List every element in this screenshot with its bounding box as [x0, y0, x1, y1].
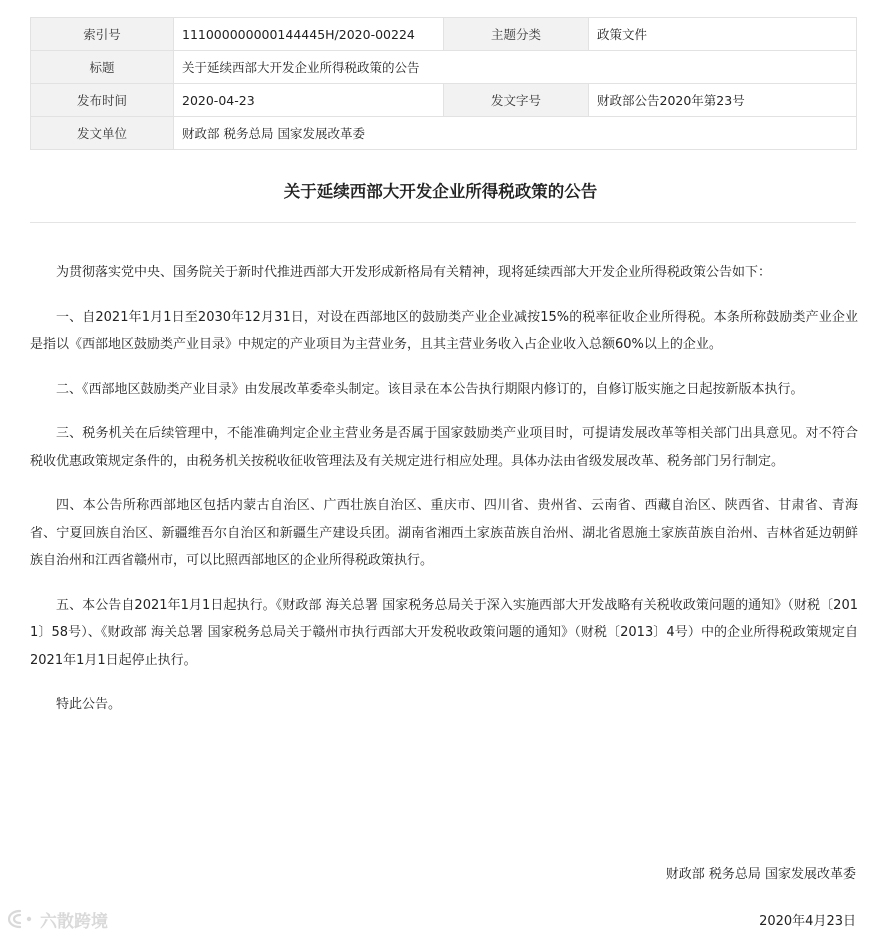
watermark-logo-icon — [5, 907, 35, 931]
date-label: 发布时间 — [31, 84, 174, 117]
meta-row-index — [31, 18, 857, 51]
title-value: 关于延续西部大开发企业所得税政策的公告 — [174, 51, 857, 84]
document-title: 关于延续西部大开发企业所得税政策的公告 — [283, 182, 598, 201]
document-metadata-table — [30, 17, 857, 150]
title-divider — [30, 222, 856, 223]
paragraph-closing: 特此公告。 — [56, 697, 122, 712]
index-value: 111000000000144445H/2020-00224 — [174, 18, 444, 51]
meta-row-title — [31, 51, 857, 84]
meta-row-issuer — [31, 117, 857, 150]
issuer-value: 财政部 税务总局 国家发展改革委 — [174, 117, 857, 150]
paragraph-article-4: 四、本公告所称西部地区包括内蒙古自治区、广西壮族自治区、重庆市、四川省、贵州省、云南省、西藏自治区、陕西省、甘肃省、青海省、宁夏回族自治区、新疆维吾尔自治区和新疆生产建设兵团。湖南省湘西土家族苗族自治州、湖北省恩施土家族苗族自治州、吉林省延边朝鲜族自治州和江西省赣州市，可以比照西部地区的企业所得税政策执行。 — [30, 498, 858, 568]
issuer-label: 发文单位 — [31, 117, 174, 150]
topic-value: 政策文件 — [589, 18, 857, 51]
signature-date: 2020年4月23日 — [759, 914, 856, 929]
index-label: 索引号 — [31, 18, 174, 51]
meta-row-date — [31, 84, 857, 117]
paragraph-article-3: 三、税务机关在后续管理中，不能准确判定企业主营业务是否属于国家鼓励类产业项目时，可提请发展改革等相关部门出具意见。对不符合税收优惠政策规定条件的，由税务机关按税收征收管理法及有关规定进行相应处理。具体办法由省级发展改革、税务部门另行制定。 — [30, 426, 858, 469]
document-body — [30, 259, 858, 736]
topic-label: 主题分类 — [444, 18, 589, 51]
paragraph-intro: 为贯彻落实党中央、国务院关于新时代推进西部大开发形成新格局有关精神，现将延续西部大开发企业所得税政策公告如下： — [56, 265, 772, 280]
date-value: 2020-04-23 — [174, 84, 444, 117]
docno-label: 发文字号 — [444, 84, 589, 117]
paragraph-article-2: 二、《西部地区鼓励类产业目录》由发展改革委牵头制定。该目录在本公告执行期限内修订的，自修订版实施之日起按新版本执行。 — [56, 381, 804, 397]
watermark-text: 六散跨境 — [40, 911, 108, 932]
watermark — [5, 906, 125, 932]
docno-value: 财政部公告2020年第23号 — [589, 84, 857, 117]
title-label: 标题 — [31, 51, 174, 84]
signature: 财政部 税务总局 国家发展改革委 — [665, 867, 856, 882]
paragraph-article-1: 一、自2021年1月1日至2030年12月31日，对设在西部地区的鼓励类产业企业减按15%的税率征收企业所得税。本条所称鼓励类产业企业是指以《西部地区鼓励类产业目录》中规定的产业项目为主营业务，且其主营业务收入占企业收入总额60%以上的企业。 — [30, 309, 858, 352]
paragraph-article-5: 五、本公告自2021年1月1日起执行。《财政部 海关总署 国家税务总局关于深入实施西部大开发战略有关税收政策问题的通知》（财税〔2011〕58号）、《财政部 海关总署 国家税务总局关于赣州市执行西部大开发税收政策问题的通知》（财税〔2013〕4号）中的企业所得税政策规定自2021年1月1日起停止执行。 — [30, 597, 858, 668]
